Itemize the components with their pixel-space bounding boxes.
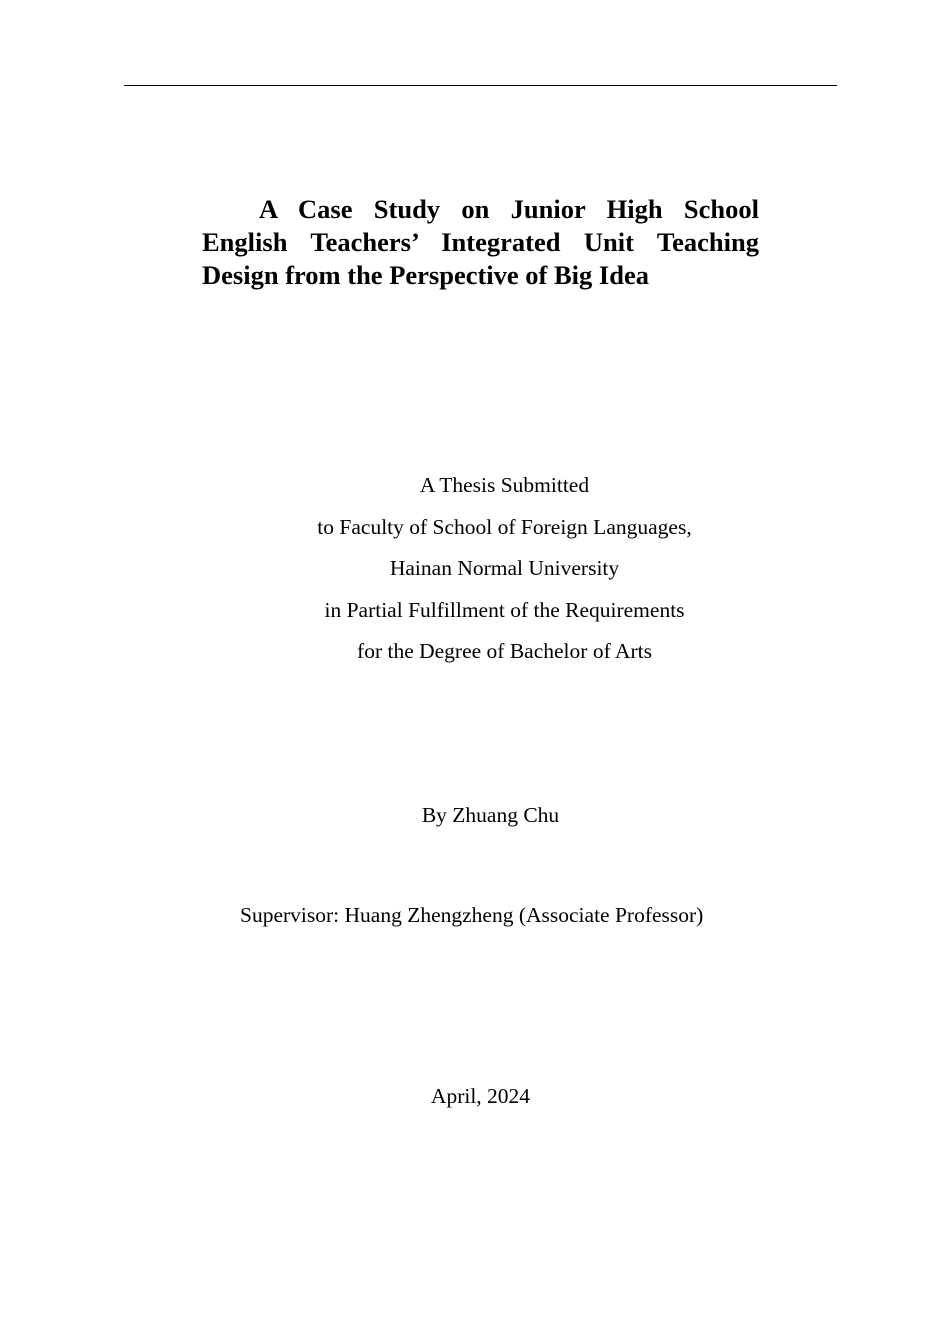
submission-line: for the Degree of Bachelor of Arts [357, 639, 652, 663]
submission-line: to Faculty of School of Foreign Languages, [317, 514, 692, 539]
supervisor-line: Supervisor: Huang Zhengzheng (Associate Professor) [240, 903, 704, 927]
submission-line: in Partial Fulfillment of the Requirements [324, 597, 685, 622]
header-rule [124, 85, 837, 86]
submission-line: Hainan Normal University [389, 556, 620, 580]
submission-statement [0, 465, 950, 673]
submission-date: April, 2024 [430, 1084, 531, 1108]
author-line: By Zhuang Chu [421, 803, 560, 827]
thesis-title: A Case Study on Junior High School English Teachers’ Integrated Unit Teaching Design from the Perspective of Big Idea [202, 194, 759, 290]
submission-line: A Thesis Submitted [419, 473, 590, 497]
